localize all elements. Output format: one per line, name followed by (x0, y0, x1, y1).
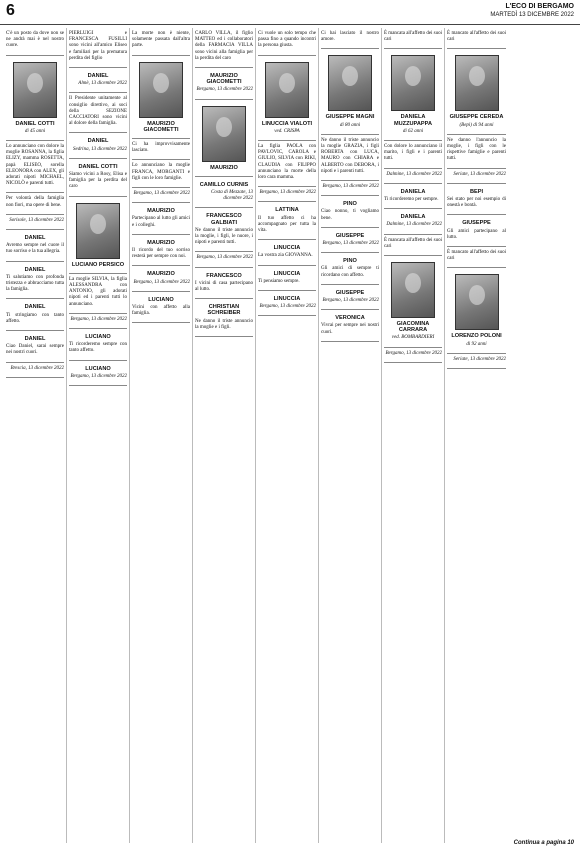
notice-text: È mancata all'affetto dei suoi cari (384, 31, 443, 43)
deceased-name: GIACOMINA CARRARA (396, 321, 430, 334)
portrait-photo (13, 62, 57, 118)
notice-text: Ti ricorderemo sempre con tanto affetto. (69, 342, 127, 354)
obituary-notice (384, 184, 442, 209)
obituary-notice (6, 331, 64, 363)
deceased-name: MAURIZIO (210, 164, 238, 171)
notice-place-date: Seriate, 13 dicembre 2022 (453, 356, 506, 362)
notice-text: Ci vuole un solo tempo che passa fino a quando incontri la persona giusta. (258, 31, 316, 49)
notice-place-date: Almè, 13 dicembre 2022 (78, 81, 127, 87)
deceased-name: GIUSEPPE MAGNI (325, 114, 375, 121)
notice-text: Siamo vicini a Rosy, Elisa e famiglia per la perdita del caro (69, 172, 127, 190)
notice-text: La morte non è niente, solamente passata dall'altra parte. (132, 31, 190, 49)
deceased-name: LUCIANO (148, 296, 174, 303)
obituary-notice (69, 159, 127, 197)
deceased-name: MAURIZIO (147, 239, 175, 246)
notice-text: Il ricordo del tuo sorriso resterà per sempre con noi. (132, 248, 190, 260)
deceased-name: DANIEL (24, 266, 46, 273)
obituary-notice (258, 291, 316, 316)
obituary-columns (4, 28, 578, 843)
portrait-photo (391, 55, 435, 111)
portrait-photo (139, 62, 183, 118)
obituary-notice (6, 299, 64, 331)
portrait-photo (455, 274, 499, 330)
issue-date: MARTEDÌ 13 DICEMBRE 2022 (490, 12, 574, 18)
deceased-name: GIUSEPPE (335, 232, 365, 239)
notice-text: Ci hai lasciato il nostro amore. (321, 31, 379, 43)
obituary-notice (6, 262, 64, 300)
notice-place-date: Dalmine, 13 dicembre 2022 (386, 222, 442, 228)
deceased-name: PINO (343, 258, 357, 265)
deceased-name: LUCIANO (85, 365, 111, 372)
notice-place-date: Bergamo, 13 dicembre 2022 (385, 350, 442, 356)
deceased-name: LINUCCIA (273, 296, 301, 303)
deceased-name: LINUCCIA VIALOTI (261, 120, 313, 127)
deceased-age: di 62 anni (402, 128, 424, 134)
deceased-age: ved. BOMBARDIERI (391, 335, 435, 341)
notice-place-date: Sedrina, 13 dicembre 2022 (73, 146, 127, 152)
obituary-notice (69, 314, 127, 329)
obituary-notice (321, 135, 379, 181)
notice-text: Ne danno il triste annuncio la moglie, i figli, le nuore, i nipoti e parenti tutti. (195, 227, 253, 246)
notice-text: Ne danno l'annuncio la moglie, i figli con le rispettive famiglie e parenti tutti. (447, 137, 506, 162)
page-number: 6 (6, 2, 15, 19)
obituary-notice (69, 28, 127, 68)
deceased-name: DANIEL COTTI (78, 163, 118, 170)
obituary-notice (447, 49, 506, 134)
notice-text: CARLO VILLA, il figlio MATTEO ed i collaboratori della FARMACIA VILLA sono vicini alla famiglia per la perdita del caro (195, 31, 253, 61)
notice-text: I vicini di casa partecipano al lutto. (195, 280, 253, 293)
notice-text: C'è un posto da dove non se ne andrà mai è nel nostro cuore. (6, 31, 64, 49)
deceased-name: FRANCESCO (206, 272, 242, 279)
deceased-name: GIUSEPPE (462, 220, 491, 227)
notice-text: Ne danno il triste annuncio la moglie GRAZIA, i figli ROBERTA con LUCA, MAURO con CHIARA e ALBERTO con DEBORA, i nipoti e i parenti tutti. (321, 137, 379, 174)
obituary-notice (258, 266, 316, 291)
obituary-notice (447, 354, 506, 369)
notice-text: Ne danno il triste annuncio la moglie e i figli. (195, 318, 253, 330)
obituary-notice (69, 361, 127, 386)
notice-place-date: Seriate, 13 dicembre 2022 (453, 171, 506, 177)
obituary-notice (447, 184, 506, 216)
obituary-notice (6, 230, 64, 262)
obituary-notice (447, 28, 506, 49)
obituary-notice (384, 235, 442, 256)
obituary-notice (447, 247, 506, 268)
notice-text: È mancato all'affetto dei suoi cari (447, 31, 506, 43)
obituary-notice (195, 252, 253, 267)
notice-text: È mancato all'affetto dei suoi cari (447, 250, 506, 262)
notice-text: Lo annunciano la moglie FRANCA, MORGANTI e figli con le loro famiglie. (132, 163, 190, 181)
obituary-notice (258, 240, 316, 265)
obituary-notice (195, 28, 253, 68)
obituary-notice (132, 28, 190, 56)
obituary-notice (69, 329, 127, 361)
notice-text: Per volontà della famiglia non fiori, ma opere di bene. (6, 196, 64, 208)
portrait-photo (76, 203, 120, 259)
column-5 (256, 28, 319, 843)
obituary-notice (384, 348, 442, 363)
obituary-notice (258, 141, 316, 187)
deceased-age: di 92 anni (466, 341, 487, 347)
portrait-photo (265, 62, 309, 118)
obituary-notice (132, 266, 190, 291)
obituary-notice (321, 228, 379, 253)
deceased-name: LATTINA (275, 207, 299, 214)
notice-text: Gli amici di sempre ti ricordano con affetto. (321, 266, 379, 278)
obituary-notice (321, 253, 379, 285)
notice-text: Ci ha improvvisamente lasciato. (132, 142, 190, 154)
page-header (0, 0, 580, 25)
obituary-notice (258, 202, 316, 240)
portrait-photo (328, 55, 372, 111)
notice-place-date: Costa di Mezzate, 13 dicembre 2022 (211, 190, 253, 202)
notice-text: Gli amici partecipano al lutto. (447, 228, 506, 240)
deceased-age: di 80 anni (339, 122, 361, 128)
notice-place-date: Sorisole, 13 dicembre 2022 (9, 217, 64, 223)
deceased-name: LUCIANO (85, 334, 111, 341)
portrait-photo (455, 55, 499, 111)
deceased-name: DANIEL (87, 138, 109, 145)
deceased-name: PINO (343, 201, 357, 208)
notice-text: Ciao nonno, ti vogliamo bene. (321, 209, 379, 221)
notice-place-date: Bergamo, 13 dicembre 2022 (259, 190, 316, 196)
notice-text: PIERLUIGI e FRANCESCA FUSILLI sono vicini all'amico Eliseo e familiari per la prematura perdita del figlio (69, 31, 127, 61)
newspaper-name: L'ECO DI BERGAMO (505, 3, 574, 10)
obituary-notice (132, 292, 190, 324)
deceased-name: VERONICA (335, 315, 365, 322)
notice-text: Ti ricorderemo per sempre. (384, 197, 439, 203)
deceased-name: DANIEL (24, 304, 46, 311)
obituary-notice (69, 274, 127, 314)
deceased-name: DANIEL (24, 235, 46, 242)
column-4 (193, 28, 256, 843)
obituary-notice (321, 196, 379, 228)
obituary-notice (321, 181, 379, 196)
obituary-notice (132, 203, 190, 235)
obituary-notice (132, 188, 190, 203)
notice-place-date: Bergamo, 13 dicembre 2022 (70, 316, 127, 322)
notice-place-date: Bergamo, 13 dicembre 2022 (322, 298, 379, 304)
deceased-name: MAURIZIO GIACOMETTI (206, 73, 242, 86)
obituary-notice (132, 235, 190, 267)
obituary-notice (384, 28, 442, 49)
notice-text: Ciao Daniel, sarai sempre nei nostri cuori. (6, 344, 64, 356)
column-3 (130, 28, 193, 843)
notice-place-date: Bergamo, 13 dicembre 2022 (133, 191, 190, 197)
deceased-name: DANIEL COTTI (15, 120, 55, 127)
deceased-name: LORENZO POLONI (451, 333, 502, 340)
deceased-name: BEPI (469, 188, 484, 195)
obituary-notice (6, 193, 64, 214)
obituary-notice (384, 209, 442, 234)
obituary-notice (447, 268, 506, 353)
notice-text: Partecipano al lutto gli amici e i colleghi. (132, 216, 190, 228)
deceased-name: MAURIZIO GIACOMETTI (143, 120, 179, 133)
portrait-photo (391, 262, 435, 318)
deceased-name: DANIELA (400, 214, 426, 221)
obituary-notice (6, 56, 64, 141)
column-6 (319, 28, 382, 843)
obituary-notice (132, 139, 190, 160)
deceased-name: GIUSEPPE (335, 289, 365, 296)
obituary-notice (384, 169, 442, 184)
deceased-name: DANIELA (400, 188, 426, 195)
obituary-notice (321, 310, 379, 342)
obituary-notice (6, 363, 64, 378)
obituary-notice (69, 68, 127, 93)
deceased-age: (Bepi) di 94 anni (459, 122, 494, 128)
deceased-name: DANIEL (87, 73, 109, 80)
notice-place-date: Bergamo, 13 dicembre 2022 (70, 373, 127, 379)
obituary-notice (447, 215, 506, 247)
obituary-notice (321, 49, 379, 134)
obituary-notice (447, 135, 506, 169)
deceased-name: MAURIZIO (147, 271, 175, 278)
column-1 (4, 28, 67, 843)
obituary-notice (384, 141, 442, 169)
notice-text: È mancata all'affetto dei suoi cari (384, 237, 443, 249)
continued-notice[interactable]: Continua a pagina 10 (513, 840, 574, 846)
obituary-notice (69, 197, 127, 274)
notice-text: Vicini con affetto alla famiglia. (132, 305, 190, 317)
deceased-name: MAURIZIO (147, 208, 175, 215)
obituary-notice (258, 56, 316, 141)
notice-place-date: Bergamo, 13 dicembre 2022 (259, 304, 316, 310)
obituary-notice (69, 133, 127, 158)
notice-text: La figlia PAOLA con PAVLOVIC, CAROLA e GIULIO, SILVIA con RIKI, CLAUDIA con FILIPPO annunciano la morte della loro cara mamma. (258, 144, 316, 181)
obituary-notice (321, 285, 379, 310)
obituary-notice (195, 268, 253, 300)
obituary-notice (195, 68, 253, 100)
notice-place-date: Bergamo, 13 dicembre 2022 (322, 241, 379, 247)
notice-text: Ti pensiamo sempre. (258, 278, 300, 284)
obituary-notice (132, 160, 190, 188)
notice-text: Lo annunciano con dolore la moglie ROSANNA, la figlia ELIZY, mamma ROSETTA, papà ELISEO, sorella ELEONORA con ALEX, gli adorati nipoti MICHAEL, NICOLÒ e parenti tutti. (6, 144, 64, 187)
notice-text: La vostra zia GIOVANNA. (258, 253, 313, 259)
notice-text: Con dolore lo annunciano il marito, i figli e i parenti tutti. (384, 144, 442, 162)
obituary-notice (6, 215, 64, 230)
deceased-name: CHRISTIAN SCHREIBER (207, 304, 241, 317)
deceased-name: FRANCESCO GALBIATI (206, 213, 242, 226)
column-7 (382, 28, 445, 843)
notice-text: Ti stringiamo con tanto affetto. (6, 312, 64, 324)
obituary-notice (258, 187, 316, 202)
deceased-name: LUCIANO PERSICO (71, 261, 125, 268)
obituary-notice (384, 256, 442, 348)
notice-place-date: Dalmine, 13 dicembre 2022 (386, 171, 442, 177)
obituary-notice (6, 28, 64, 56)
masthead (490, 3, 574, 19)
deceased-age: di 45 anni (24, 128, 46, 134)
notice-text: Ti salutiamo con profonda tristezza e abbracciamo tutta la famiglia. (6, 274, 64, 293)
obituary-notice (447, 169, 506, 184)
deceased-name: DANIELA MUZZUPAPPA (393, 114, 432, 127)
obituary-notice (195, 100, 253, 177)
column-2 (67, 28, 130, 843)
obituary-notice (195, 208, 253, 252)
deceased-name: LINUCCIA (273, 245, 301, 252)
notice-text: La moglie SILVIA, la figlia ALESSANDRA con ANTONIO, gli adorati nipoti ed i parenti tutti lo annunciano. (69, 276, 127, 307)
portrait-photo (202, 106, 246, 162)
obituary-notice (195, 177, 253, 209)
deceased-name: LINUCCIA (273, 270, 301, 277)
obituary-notice (69, 93, 127, 133)
notice-place-date: Bergamo, 13 dicembre 2022 (196, 87, 253, 93)
notice-text: Sei stato per noi esempio di onestà e bontà. (447, 197, 506, 209)
deceased-name: CAMILLO CURNIS (199, 181, 249, 188)
notice-place-date: Brescia, 13 dicembre 2022 (10, 365, 64, 371)
notice-text: Il tuo affetto ci ha accompagnato per tutta la vita. (258, 215, 316, 234)
deceased-age: ved. CRISPA (274, 128, 300, 134)
column-8 (445, 28, 508, 843)
obituary-notice (195, 299, 253, 337)
obituary-notice (384, 49, 442, 141)
obituary-notice (321, 28, 379, 49)
obituary-notice (6, 141, 64, 193)
notice-place-date: Bergamo, 13 dicembre 2022 (322, 184, 379, 190)
deceased-name: DANIEL (24, 336, 46, 343)
notice-place-date: Bergamo, 13 dicembre 2022 (196, 255, 253, 261)
notice-text: Il Presidente unitamente al consiglio direttivo, ai soci della SEZIONE CACCIATORI sono vicini al dolore della famiglia. (69, 96, 127, 127)
notice-place-date: Bergamo, 13 dicembre 2022 (133, 279, 190, 285)
deceased-name: GIUSEPPE CEREDA (449, 114, 504, 121)
notice-text: Avremo sempre nel cuore il tuo sorriso e la tua allegria. (6, 243, 64, 255)
obituary-notice (132, 56, 190, 139)
obituary-notice (258, 28, 316, 56)
notice-text: Vivrai per sempre nei nostri cuori. (321, 323, 379, 335)
